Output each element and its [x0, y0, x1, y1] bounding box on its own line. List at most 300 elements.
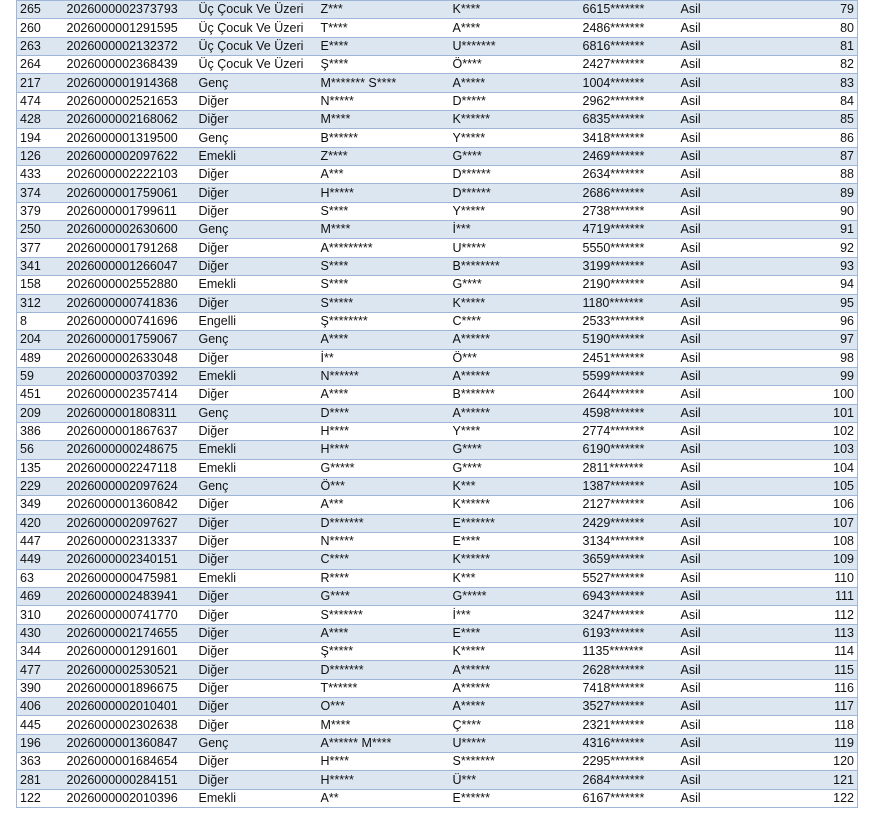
category-cell: Genç: [196, 129, 318, 147]
application-no-cell: 2026000002097624: [64, 477, 196, 495]
application-no-cell: 2026000001291601: [64, 643, 196, 661]
last-name-cell: G****: [450, 459, 580, 477]
status-cell: Asil: [678, 37, 738, 55]
rank-cell: 93: [738, 257, 858, 275]
application-no-cell: 2026000002168062: [64, 111, 196, 129]
rank-cell: 98: [738, 349, 858, 367]
category-cell: Diğer: [196, 771, 318, 789]
last-name-cell: K******: [450, 551, 580, 569]
status-cell: Asil: [678, 753, 738, 771]
rank-cell: 89: [738, 184, 858, 202]
status-cell: Asil: [678, 532, 738, 550]
row-no-cell: 312: [17, 294, 64, 312]
last-name-cell: E*******: [450, 514, 580, 532]
status-cell: Asil: [678, 404, 738, 422]
id-no-cell: 2533*******: [580, 312, 678, 330]
category-cell: Emekli: [196, 147, 318, 165]
rank-cell: 120: [738, 753, 858, 771]
category-cell: Diğer: [196, 202, 318, 220]
application-no-cell: 2026000000248675: [64, 441, 196, 459]
id-no-cell: 5190*******: [580, 331, 678, 349]
id-no-cell: 2684*******: [580, 771, 678, 789]
status-cell: Asil: [678, 551, 738, 569]
row-no-cell: 310: [17, 606, 64, 624]
status-cell: Asil: [678, 221, 738, 239]
rank-cell: 94: [738, 276, 858, 294]
table-row: [17, 74, 858, 92]
table-row: [17, 56, 858, 74]
rank-cell: 95: [738, 294, 858, 312]
status-cell: Asil: [678, 367, 738, 385]
application-no-cell: 2026000000475981: [64, 569, 196, 587]
status-cell: Asil: [678, 331, 738, 349]
application-no-cell: 2026000002630600: [64, 221, 196, 239]
first-name-cell: D*******: [318, 661, 450, 679]
application-no-cell: 2026000000284151: [64, 771, 196, 789]
last-name-cell: G****: [450, 441, 580, 459]
first-name-cell: E****: [318, 37, 450, 55]
last-name-cell: K******: [450, 111, 580, 129]
row-no-cell: 260: [17, 19, 64, 37]
row-no-cell: 126: [17, 147, 64, 165]
rank-cell: 106: [738, 496, 858, 514]
application-no-cell: 2026000000370392: [64, 367, 196, 385]
rank-cell: 84: [738, 92, 858, 110]
first-name-cell: Z****: [318, 147, 450, 165]
application-no-cell: 2026000001896675: [64, 679, 196, 697]
last-name-cell: B********: [450, 257, 580, 275]
application-no-cell: 2026000001684654: [64, 753, 196, 771]
first-name-cell: H*****: [318, 771, 450, 789]
category-cell: Diğer: [196, 588, 318, 606]
status-cell: Asil: [678, 312, 738, 330]
first-name-cell: A****: [318, 331, 450, 349]
rank-cell: 87: [738, 147, 858, 165]
category-cell: Diğer: [196, 184, 318, 202]
application-no-cell: 2026000002132372: [64, 37, 196, 55]
id-no-cell: 2686*******: [580, 184, 678, 202]
status-cell: Asil: [678, 56, 738, 74]
row-no-cell: 477: [17, 661, 64, 679]
last-name-cell: K******: [450, 496, 580, 514]
last-name-cell: Ö***: [450, 349, 580, 367]
application-no-cell: 2026000001799611: [64, 202, 196, 220]
id-no-cell: 2634*******: [580, 166, 678, 184]
row-no-cell: 474: [17, 92, 64, 110]
first-name-cell: M****: [318, 221, 450, 239]
status-cell: Asil: [678, 239, 738, 257]
first-name-cell: T******: [318, 679, 450, 697]
table-row: [17, 422, 858, 440]
table-row: [17, 716, 858, 734]
table-row: [17, 532, 858, 550]
category-cell: Diğer: [196, 422, 318, 440]
rank-cell: 122: [738, 789, 858, 807]
row-no-cell: 390: [17, 679, 64, 697]
row-no-cell: 430: [17, 624, 64, 642]
id-no-cell: 2469*******: [580, 147, 678, 165]
last-name-cell: G****: [450, 147, 580, 165]
last-name-cell: D******: [450, 166, 580, 184]
table-row: [17, 459, 858, 477]
table-row: [17, 386, 858, 404]
table-row: [17, 184, 858, 202]
application-no-cell: 2026000001360842: [64, 496, 196, 514]
rank-cell: 85: [738, 111, 858, 129]
category-cell: Emekli: [196, 441, 318, 459]
id-no-cell: 2127*******: [580, 496, 678, 514]
row-no-cell: 158: [17, 276, 64, 294]
category-cell: Emekli: [196, 367, 318, 385]
application-no-cell: 2026000001808311: [64, 404, 196, 422]
last-name-cell: A******: [450, 404, 580, 422]
row-no-cell: 489: [17, 349, 64, 367]
rank-cell: 109: [738, 551, 858, 569]
row-no-cell: 406: [17, 698, 64, 716]
first-name-cell: H****: [318, 753, 450, 771]
table-row: [17, 111, 858, 129]
category-cell: Genç: [196, 331, 318, 349]
id-no-cell: 1387*******: [580, 477, 678, 495]
rank-cell: 112: [738, 606, 858, 624]
status-cell: Asil: [678, 147, 738, 165]
spreadsheet-sheet: [16, 0, 857, 808]
category-cell: Emekli: [196, 789, 318, 807]
first-name-cell: A**: [318, 789, 450, 807]
category-cell: Diğer: [196, 551, 318, 569]
table-row: [17, 202, 858, 220]
category-cell: Genç: [196, 404, 318, 422]
table-row: [17, 753, 858, 771]
last-name-cell: D*****: [450, 92, 580, 110]
table-row: [17, 312, 858, 330]
id-no-cell: 6816*******: [580, 37, 678, 55]
id-no-cell: 7418*******: [580, 679, 678, 697]
row-no-cell: 229: [17, 477, 64, 495]
category-cell: Diğer: [196, 514, 318, 532]
status-cell: Asil: [678, 129, 738, 147]
rank-cell: 92: [738, 239, 858, 257]
first-name-cell: R****: [318, 569, 450, 587]
row-no-cell: 263: [17, 37, 64, 55]
status-cell: Asil: [678, 734, 738, 752]
id-no-cell: 6943*******: [580, 588, 678, 606]
first-name-cell: N*****: [318, 92, 450, 110]
table-row: [17, 129, 858, 147]
application-no-cell: 2026000000741770: [64, 606, 196, 624]
row-no-cell: 469: [17, 588, 64, 606]
rank-cell: 105: [738, 477, 858, 495]
rank-cell: 80: [738, 19, 858, 37]
application-no-cell: 2026000002483941: [64, 588, 196, 606]
last-name-cell: K*****: [450, 294, 580, 312]
row-no-cell: 451: [17, 386, 64, 404]
category-cell: Diğer: [196, 257, 318, 275]
row-no-cell: 281: [17, 771, 64, 789]
application-no-cell: 2026000001791268: [64, 239, 196, 257]
status-cell: Asil: [678, 349, 738, 367]
row-no-cell: 217: [17, 74, 64, 92]
category-cell: Diğer: [196, 716, 318, 734]
row-no-cell: 374: [17, 184, 64, 202]
application-no-cell: 2026000002247118: [64, 459, 196, 477]
id-no-cell: 2429*******: [580, 514, 678, 532]
id-no-cell: 3418*******: [580, 129, 678, 147]
row-no-cell: 209: [17, 404, 64, 422]
rank-cell: 86: [738, 129, 858, 147]
category-cell: Üç Çocuk Ve Üzeri: [196, 37, 318, 55]
status-cell: Asil: [678, 606, 738, 624]
application-no-cell: 2026000002222103: [64, 166, 196, 184]
status-cell: Asil: [678, 1, 738, 19]
first-name-cell: M******* S****: [318, 74, 450, 92]
first-name-cell: Ş****: [318, 56, 450, 74]
status-cell: Asil: [678, 422, 738, 440]
row-no-cell: 341: [17, 257, 64, 275]
status-cell: Asil: [678, 716, 738, 734]
status-cell: Asil: [678, 661, 738, 679]
id-no-cell: 2427*******: [580, 56, 678, 74]
id-no-cell: 6190*******: [580, 441, 678, 459]
rank-cell: 102: [738, 422, 858, 440]
table-body: [17, 1, 858, 808]
application-no-cell: 2026000002097622: [64, 147, 196, 165]
category-cell: Diğer: [196, 239, 318, 257]
table-row: [17, 734, 858, 752]
row-no-cell: 349: [17, 496, 64, 514]
table-row: [17, 37, 858, 55]
category-cell: Diğer: [196, 532, 318, 550]
id-no-cell: 5599*******: [580, 367, 678, 385]
rank-cell: 90: [738, 202, 858, 220]
last-name-cell: Ç****: [450, 716, 580, 734]
rank-cell: 117: [738, 698, 858, 716]
application-no-cell: 2026000001319500: [64, 129, 196, 147]
id-no-cell: 2190*******: [580, 276, 678, 294]
row-no-cell: 204: [17, 331, 64, 349]
last-name-cell: E****: [450, 624, 580, 642]
row-no-cell: 363: [17, 753, 64, 771]
application-no-cell: 2026000002174655: [64, 624, 196, 642]
row-no-cell: 250: [17, 221, 64, 239]
category-cell: Diğer: [196, 349, 318, 367]
row-no-cell: 265: [17, 1, 64, 19]
last-name-cell: Y*****: [450, 202, 580, 220]
results-table: [16, 0, 858, 808]
id-no-cell: 1135*******: [580, 643, 678, 661]
rank-cell: 99: [738, 367, 858, 385]
table-row: [17, 221, 858, 239]
first-name-cell: S*******: [318, 606, 450, 624]
table-row: [17, 514, 858, 532]
table-row: [17, 367, 858, 385]
first-name-cell: H*****: [318, 184, 450, 202]
row-no-cell: 59: [17, 367, 64, 385]
first-name-cell: S*****: [318, 294, 450, 312]
rank-cell: 100: [738, 386, 858, 404]
status-cell: Asil: [678, 496, 738, 514]
table-row: [17, 624, 858, 642]
last-name-cell: K*****: [450, 643, 580, 661]
first-name-cell: H****: [318, 422, 450, 440]
row-no-cell: 344: [17, 643, 64, 661]
status-cell: Asil: [678, 624, 738, 642]
application-no-cell: 2026000002368439: [64, 56, 196, 74]
last-name-cell: Ü***: [450, 771, 580, 789]
rank-cell: 115: [738, 661, 858, 679]
category-cell: Diğer: [196, 92, 318, 110]
rank-cell: 96: [738, 312, 858, 330]
rank-cell: 118: [738, 716, 858, 734]
id-no-cell: 1180*******: [580, 294, 678, 312]
table-row: [17, 496, 858, 514]
table-row: [17, 349, 858, 367]
category-cell: Üç Çocuk Ve Üzeri: [196, 1, 318, 19]
id-no-cell: 1004*******: [580, 74, 678, 92]
application-no-cell: 2026000002530521: [64, 661, 196, 679]
status-cell: Asil: [678, 74, 738, 92]
first-name-cell: Ş********: [318, 312, 450, 330]
first-name-cell: İ**: [318, 349, 450, 367]
row-no-cell: 377: [17, 239, 64, 257]
first-name-cell: M****: [318, 716, 450, 734]
row-no-cell: 122: [17, 789, 64, 807]
category-cell: Emekli: [196, 276, 318, 294]
category-cell: Emekli: [196, 459, 318, 477]
first-name-cell: H****: [318, 441, 450, 459]
first-name-cell: A****: [318, 386, 450, 404]
rank-cell: 111: [738, 588, 858, 606]
first-name-cell: O***: [318, 698, 450, 716]
status-cell: Asil: [678, 588, 738, 606]
row-no-cell: 420: [17, 514, 64, 532]
id-no-cell: 2486*******: [580, 19, 678, 37]
category-cell: Diğer: [196, 753, 318, 771]
table-row: [17, 404, 858, 422]
last-name-cell: A*****: [450, 74, 580, 92]
status-cell: Asil: [678, 771, 738, 789]
status-cell: Asil: [678, 477, 738, 495]
last-name-cell: S*******: [450, 753, 580, 771]
rank-cell: 88: [738, 166, 858, 184]
category-cell: Genç: [196, 734, 318, 752]
last-name-cell: K***: [450, 477, 580, 495]
rank-cell: 121: [738, 771, 858, 789]
rank-cell: 103: [738, 441, 858, 459]
row-no-cell: 428: [17, 111, 64, 129]
status-cell: Asil: [678, 441, 738, 459]
application-no-cell: 2026000002521653: [64, 92, 196, 110]
category-cell: Diğer: [196, 496, 318, 514]
rank-cell: 114: [738, 643, 858, 661]
table-row: [17, 166, 858, 184]
last-name-cell: D******: [450, 184, 580, 202]
id-no-cell: 3659*******: [580, 551, 678, 569]
category-cell: Diğer: [196, 166, 318, 184]
rank-cell: 107: [738, 514, 858, 532]
first-name-cell: S****: [318, 202, 450, 220]
category-cell: Diğer: [196, 294, 318, 312]
id-no-cell: 4598*******: [580, 404, 678, 422]
category-cell: Üç Çocuk Ve Üzeri: [196, 56, 318, 74]
last-name-cell: A******: [450, 331, 580, 349]
application-no-cell: 2026000002010401: [64, 698, 196, 716]
row-no-cell: 135: [17, 459, 64, 477]
last-name-cell: G*****: [450, 588, 580, 606]
last-name-cell: İ***: [450, 221, 580, 239]
application-no-cell: 2026000002010396: [64, 789, 196, 807]
application-no-cell: 2026000002340151: [64, 551, 196, 569]
first-name-cell: Z***: [318, 1, 450, 19]
row-no-cell: 386: [17, 422, 64, 440]
application-no-cell: 2026000001914368: [64, 74, 196, 92]
id-no-cell: 6835*******: [580, 111, 678, 129]
id-no-cell: 2738*******: [580, 202, 678, 220]
status-cell: Asil: [678, 698, 738, 716]
first-name-cell: D****: [318, 404, 450, 422]
last-name-cell: E****: [450, 532, 580, 550]
id-no-cell: 3247*******: [580, 606, 678, 624]
first-name-cell: Ş*****: [318, 643, 450, 661]
rank-cell: 119: [738, 734, 858, 752]
application-no-cell: 2026000002373793: [64, 1, 196, 19]
category-cell: Engelli: [196, 312, 318, 330]
last-name-cell: A****: [450, 19, 580, 37]
row-no-cell: 445: [17, 716, 64, 734]
rank-cell: 91: [738, 221, 858, 239]
first-name-cell: M****: [318, 111, 450, 129]
row-no-cell: 63: [17, 569, 64, 587]
category-cell: Diğer: [196, 624, 318, 642]
table-row: [17, 441, 858, 459]
rank-cell: 116: [738, 679, 858, 697]
last-name-cell: Ö****: [450, 56, 580, 74]
category-cell: Diğer: [196, 661, 318, 679]
status-cell: Asil: [678, 459, 738, 477]
id-no-cell: 4719*******: [580, 221, 678, 239]
first-name-cell: T****: [318, 19, 450, 37]
rank-cell: 113: [738, 624, 858, 642]
rank-cell: 97: [738, 331, 858, 349]
table-row: [17, 643, 858, 661]
rank-cell: 82: [738, 56, 858, 74]
category-cell: Diğer: [196, 111, 318, 129]
row-no-cell: 194: [17, 129, 64, 147]
status-cell: Asil: [678, 386, 738, 404]
id-no-cell: 5527*******: [580, 569, 678, 587]
application-no-cell: 2026000001266047: [64, 257, 196, 275]
table-row: [17, 661, 858, 679]
application-no-cell: 2026000002302638: [64, 716, 196, 734]
application-no-cell: 2026000001360847: [64, 734, 196, 752]
table-row: [17, 789, 858, 807]
application-no-cell: 2026000002633048: [64, 349, 196, 367]
first-name-cell: S****: [318, 276, 450, 294]
last-name-cell: B*******: [450, 386, 580, 404]
first-name-cell: A****** M****: [318, 734, 450, 752]
id-no-cell: 2811*******: [580, 459, 678, 477]
last-name-cell: U*****: [450, 239, 580, 257]
status-cell: Asil: [678, 19, 738, 37]
first-name-cell: A*********: [318, 239, 450, 257]
status-cell: Asil: [678, 202, 738, 220]
table-row: [17, 569, 858, 587]
category-cell: Genç: [196, 221, 318, 239]
rank-cell: 81: [738, 37, 858, 55]
table-row: [17, 771, 858, 789]
table-row: [17, 331, 858, 349]
first-name-cell: Ö***: [318, 477, 450, 495]
